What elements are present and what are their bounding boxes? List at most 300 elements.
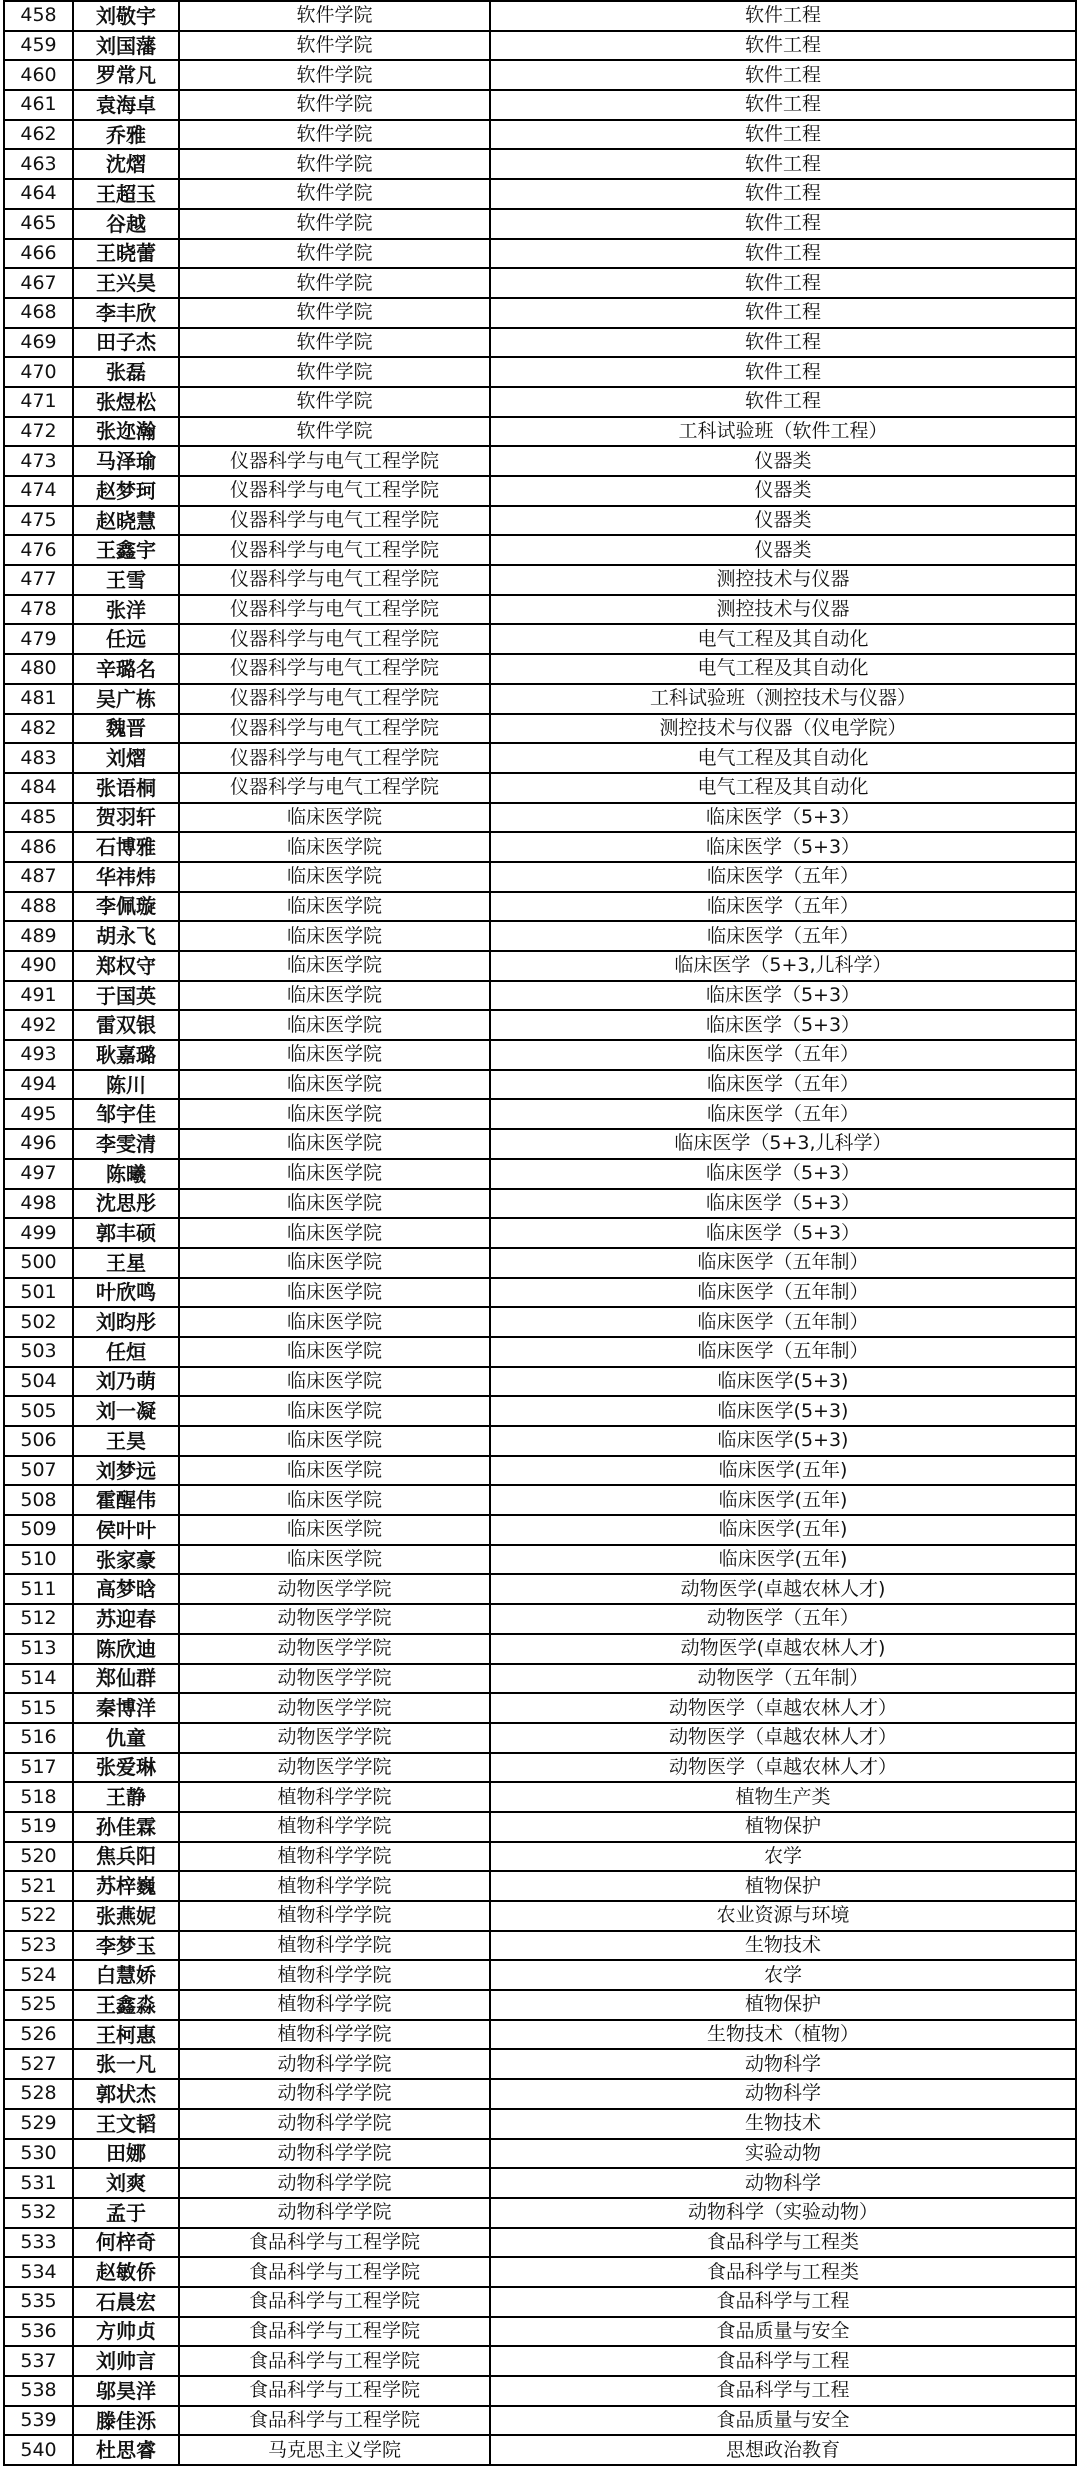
- row-number: 478: [4, 595, 73, 625]
- row-number: 539: [4, 2406, 73, 2436]
- row-number: 468: [4, 298, 73, 328]
- college-name: 软件学院: [179, 328, 490, 358]
- row-number: 503: [4, 1337, 73, 1367]
- major-name: 电气工程及其自动化: [490, 624, 1076, 654]
- table-row: [4, 1574, 1076, 1604]
- table-row: [4, 595, 1076, 625]
- row-number: 466: [4, 239, 73, 269]
- student-name: 叶欣鸣: [73, 1278, 179, 1308]
- table-row: [4, 298, 1076, 328]
- student-name: 王鑫淼: [73, 1990, 179, 2020]
- table-row: [4, 1842, 1076, 1872]
- table-row: [4, 417, 1076, 447]
- college-name: 仪器科学与电气工程学院: [179, 565, 490, 595]
- row-number: 463: [4, 149, 73, 179]
- table-row: [4, 1040, 1076, 1070]
- college-name: 软件学院: [179, 417, 490, 447]
- table-row: [4, 1723, 1076, 1753]
- table-row: [4, 268, 1076, 298]
- major-name: 临床医学（五年制）: [490, 1248, 1076, 1278]
- row-number: 458: [4, 1, 73, 31]
- major-name: 仪器类: [490, 476, 1076, 506]
- major-name: 软件工程: [490, 268, 1076, 298]
- student-name: 王柯惠: [73, 2020, 179, 2050]
- major-name: 生物技术: [490, 2109, 1076, 2139]
- college-name: 临床医学院: [179, 1485, 490, 1515]
- major-name: 食品质量与安全: [490, 2317, 1076, 2347]
- table-row: [4, 1129, 1076, 1159]
- table-row: [4, 2346, 1076, 2376]
- college-name: 临床医学院: [179, 1159, 490, 1189]
- row-number: 497: [4, 1159, 73, 1189]
- college-name: 软件学院: [179, 120, 490, 150]
- row-number: 459: [4, 31, 73, 61]
- table-row: [4, 328, 1076, 358]
- major-name: 临床医学(五年): [490, 1515, 1076, 1545]
- table-row: [4, 535, 1076, 565]
- major-name: 动物医学(卓越农林人才): [490, 1634, 1076, 1664]
- major-name: 测控技术与仪器（仪电学院）: [490, 714, 1076, 744]
- college-name: 动物医学学院: [179, 1634, 490, 1664]
- row-number: 493: [4, 1040, 73, 1070]
- major-name: 动物医学（卓越农林人才）: [490, 1753, 1076, 1783]
- college-name: 马克思主义学院: [179, 2435, 490, 2465]
- table-row: [4, 1248, 1076, 1278]
- table-row: [4, 2020, 1076, 2050]
- college-name: 软件学院: [179, 90, 490, 120]
- student-name: 郑仙群: [73, 1664, 179, 1694]
- table-row: [4, 624, 1076, 654]
- table-row: [4, 2257, 1076, 2287]
- row-number: 495: [4, 1099, 73, 1129]
- major-name: 生物技术: [490, 1931, 1076, 1961]
- college-name: 临床医学院: [179, 1040, 490, 1070]
- college-name: 临床医学院: [179, 1515, 490, 1545]
- student-name: 杜思睿: [73, 2435, 179, 2465]
- student-name: 张迩瀚: [73, 417, 179, 447]
- table-row: [4, 832, 1076, 862]
- row-number: 464: [4, 179, 73, 209]
- major-name: 临床医学（5+3）: [490, 1010, 1076, 1040]
- major-name: 临床医学（5+3）: [490, 1159, 1076, 1189]
- student-name: 郭丰硕: [73, 1218, 179, 1248]
- major-name: 测控技术与仪器: [490, 565, 1076, 595]
- table-row: [4, 1218, 1076, 1248]
- student-name: 沈思彤: [73, 1189, 179, 1219]
- student-name: 刘乃萌: [73, 1367, 179, 1397]
- college-name: 软件学院: [179, 31, 490, 61]
- college-name: 临床医学院: [179, 1426, 490, 1456]
- table-row: [4, 179, 1076, 209]
- student-name: 陈川: [73, 1070, 179, 1100]
- row-number: 480: [4, 654, 73, 684]
- row-number: 484: [4, 773, 73, 803]
- row-number: 522: [4, 1901, 73, 1931]
- student-name: 陈曦: [73, 1159, 179, 1189]
- student-name: 沈熠: [73, 149, 179, 179]
- major-name: 临床医学（5+3）: [490, 803, 1076, 833]
- table-row: [4, 1634, 1076, 1664]
- student-name: 王星: [73, 1248, 179, 1278]
- major-name: 农学: [490, 1960, 1076, 1990]
- major-name: 动物科学（实验动物）: [490, 2198, 1076, 2228]
- row-number: 501: [4, 1278, 73, 1308]
- student-name: 霍醒伟: [73, 1485, 179, 1515]
- student-name: 雷双银: [73, 1010, 179, 1040]
- major-name: 植物保护: [490, 1812, 1076, 1842]
- major-name: 临床医学（5+3,儿科学）: [490, 1129, 1076, 1159]
- college-name: 仪器科学与电气工程学院: [179, 714, 490, 744]
- student-name: 邹宇佳: [73, 1099, 179, 1129]
- row-number: 536: [4, 2317, 73, 2347]
- student-name: 秦博洋: [73, 1693, 179, 1723]
- college-name: 软件学院: [179, 239, 490, 269]
- student-name: 张洋: [73, 595, 179, 625]
- row-number: 514: [4, 1664, 73, 1694]
- student-name: 张语桐: [73, 773, 179, 803]
- college-name: 仪器科学与电气工程学院: [179, 654, 490, 684]
- student-name: 贺羽轩: [73, 803, 179, 833]
- row-number: 474: [4, 476, 73, 506]
- college-name: 软件学院: [179, 179, 490, 209]
- college-name: 软件学院: [179, 60, 490, 90]
- student-name: 魏晋: [73, 714, 179, 744]
- student-name: 华祎炜: [73, 862, 179, 892]
- table-row: [4, 862, 1076, 892]
- college-name: 临床医学院: [179, 1367, 490, 1397]
- major-name: 临床医学（5+3）: [490, 1189, 1076, 1219]
- student-name: 赵梦珂: [73, 476, 179, 506]
- student-name: 刘帅言: [73, 2346, 179, 2376]
- major-name: 临床医学（5+3）: [490, 1218, 1076, 1248]
- table-row: [4, 1278, 1076, 1308]
- student-name: 王超玉: [73, 179, 179, 209]
- major-name: 工科试验班（测控技术与仪器）: [490, 684, 1076, 714]
- student-name: 石晨宏: [73, 2287, 179, 2317]
- major-name: 软件工程: [490, 120, 1076, 150]
- row-number: 461: [4, 90, 73, 120]
- college-name: 仪器科学与电气工程学院: [179, 595, 490, 625]
- college-name: 动物医学学院: [179, 1574, 490, 1604]
- student-name: 高梦晗: [73, 1574, 179, 1604]
- college-name: 临床医学院: [179, 832, 490, 862]
- major-name: 仪器类: [490, 506, 1076, 536]
- table-row: [4, 1812, 1076, 1842]
- table-row: [4, 981, 1076, 1011]
- row-number: 521: [4, 1871, 73, 1901]
- row-number: 494: [4, 1070, 73, 1100]
- student-name: 刘敬宇: [73, 1, 179, 31]
- table-row: [4, 1693, 1076, 1723]
- major-name: 动物医学（卓越农林人才）: [490, 1723, 1076, 1753]
- row-number: 476: [4, 535, 73, 565]
- college-name: 食品科学与工程学院: [179, 2257, 490, 2287]
- student-name: 田子杰: [73, 328, 179, 358]
- student-name: 李梦玉: [73, 1931, 179, 1961]
- student-name: 张煜松: [73, 387, 179, 417]
- table-row: [4, 2287, 1076, 2317]
- student-name: 任远: [73, 624, 179, 654]
- table-row: [4, 476, 1076, 506]
- row-number: 526: [4, 2020, 73, 2050]
- row-number: 482: [4, 714, 73, 744]
- student-name: 任烜: [73, 1337, 179, 1367]
- college-name: 植物科学学院: [179, 1960, 490, 1990]
- college-name: 植物科学学院: [179, 1871, 490, 1901]
- student-name: 滕佳泺: [73, 2406, 179, 2436]
- table-row: [4, 149, 1076, 179]
- row-number: 488: [4, 892, 73, 922]
- major-name: 农业资源与环境: [490, 1901, 1076, 1931]
- student-name: 张磊: [73, 357, 179, 387]
- college-name: 动物医学学院: [179, 1753, 490, 1783]
- major-name: 临床医学（五年）: [490, 862, 1076, 892]
- student-name: 张一凡: [73, 2049, 179, 2079]
- table-row: [4, 60, 1076, 90]
- row-number: 520: [4, 1842, 73, 1872]
- table-row: [4, 506, 1076, 536]
- major-name: 仪器类: [490, 535, 1076, 565]
- student-name: 田娜: [73, 2139, 179, 2169]
- major-name: 动物医学（五年制）: [490, 1664, 1076, 1694]
- college-name: 仪器科学与电气工程学院: [179, 476, 490, 506]
- student-name: 王鑫宇: [73, 535, 179, 565]
- row-number: 511: [4, 1574, 73, 1604]
- college-name: 临床医学院: [179, 1218, 490, 1248]
- college-name: 食品科学与工程学院: [179, 2346, 490, 2376]
- row-number: 473: [4, 446, 73, 476]
- row-number: 504: [4, 1367, 73, 1397]
- row-number: 496: [4, 1129, 73, 1159]
- student-name: 焦兵阳: [73, 1842, 179, 1872]
- student-name: 郭状杰: [73, 2079, 179, 2109]
- student-name: 刘国藩: [73, 31, 179, 61]
- table-row: [4, 1990, 1076, 2020]
- row-number: 524: [4, 1960, 73, 1990]
- major-name: 食品科学与工程类: [490, 2257, 1076, 2287]
- major-name: 临床医学（五年制）: [490, 1307, 1076, 1337]
- student-name: 乔雅: [73, 120, 179, 150]
- college-name: 临床医学院: [179, 1337, 490, 1367]
- college-name: 软件学院: [179, 268, 490, 298]
- row-number: 512: [4, 1604, 73, 1634]
- table-row: [4, 2168, 1076, 2198]
- table-row: [4, 2317, 1076, 2347]
- college-name: 软件学院: [179, 357, 490, 387]
- college-name: 临床医学院: [179, 1070, 490, 1100]
- student-name: 邬昊洋: [73, 2376, 179, 2406]
- major-name: 临床医学（五年）: [490, 892, 1076, 922]
- student-name: 王兴昊: [73, 268, 179, 298]
- row-number: 531: [4, 2168, 73, 2198]
- college-name: 软件学院: [179, 1, 490, 31]
- major-name: 食品科学与工程: [490, 2346, 1076, 2376]
- row-number: 491: [4, 981, 73, 1011]
- table-row: [4, 90, 1076, 120]
- major-name: 植物保护: [490, 1990, 1076, 2020]
- row-number: 529: [4, 2109, 73, 2139]
- college-name: 仪器科学与电气工程学院: [179, 743, 490, 773]
- major-name: 植物生产类: [490, 1782, 1076, 1812]
- row-number: 538: [4, 2376, 73, 2406]
- row-number: 540: [4, 2435, 73, 2465]
- row-number: 509: [4, 1515, 73, 1545]
- major-name: 动物科学: [490, 2049, 1076, 2079]
- major-name: 临床医学（5+3）: [490, 832, 1076, 862]
- table-row: [4, 239, 1076, 269]
- row-number: 462: [4, 120, 73, 150]
- college-name: 动物科学学院: [179, 2198, 490, 2228]
- student-name: 张家豪: [73, 1545, 179, 1575]
- row-number: 523: [4, 1931, 73, 1961]
- table-row: [4, 2376, 1076, 2406]
- table-row: [4, 1664, 1076, 1694]
- table-row: [4, 120, 1076, 150]
- college-name: 临床医学院: [179, 1248, 490, 1278]
- major-name: 动物医学（卓越农林人才）: [490, 1693, 1076, 1723]
- student-name: 胡永飞: [73, 921, 179, 951]
- row-number: 525: [4, 1990, 73, 2020]
- table-row: [4, 2406, 1076, 2436]
- major-name: 软件工程: [490, 149, 1076, 179]
- student-name: 赵晓慧: [73, 506, 179, 536]
- major-name: 实验动物: [490, 2139, 1076, 2169]
- major-name: 食品科学与工程类: [490, 2228, 1076, 2258]
- table-row: [4, 1070, 1076, 1100]
- major-name: 临床医学（5+3,儿科学）: [490, 951, 1076, 981]
- table-row: [4, 565, 1076, 595]
- table-row: [4, 803, 1076, 833]
- table-row: [4, 2198, 1076, 2228]
- row-number: 516: [4, 1723, 73, 1753]
- major-name: 软件工程: [490, 179, 1076, 209]
- college-name: 仪器科学与电气工程学院: [179, 684, 490, 714]
- row-number: 481: [4, 684, 73, 714]
- major-name: 电气工程及其自动化: [490, 654, 1076, 684]
- college-name: 食品科学与工程学院: [179, 2228, 490, 2258]
- student-name: 孟于: [73, 2198, 179, 2228]
- college-name: 动物科学学院: [179, 2109, 490, 2139]
- college-name: 仪器科学与电气工程学院: [179, 506, 490, 536]
- major-name: 测控技术与仪器: [490, 595, 1076, 625]
- college-name: 临床医学院: [179, 803, 490, 833]
- student-name: 赵敏侨: [73, 2257, 179, 2287]
- student-name: 刘梦远: [73, 1456, 179, 1486]
- table-row: [4, 1456, 1076, 1486]
- row-number: 534: [4, 2257, 73, 2287]
- college-name: 食品科学与工程学院: [179, 2406, 490, 2436]
- major-name: 软件工程: [490, 357, 1076, 387]
- major-name: 临床医学(五年): [490, 1485, 1076, 1515]
- student-name: 王文韬: [73, 2109, 179, 2139]
- college-name: 植物科学学院: [179, 1782, 490, 1812]
- row-number: 499: [4, 1218, 73, 1248]
- major-name: 仪器类: [490, 446, 1076, 476]
- major-name: 临床医学（五年制）: [490, 1278, 1076, 1308]
- table-row: [4, 921, 1076, 951]
- college-name: 植物科学学院: [179, 1842, 490, 1872]
- table-row: [4, 31, 1076, 61]
- student-name: 陈欣迪: [73, 1634, 179, 1664]
- major-name: 生物技术（植物）: [490, 2020, 1076, 2050]
- college-name: 动物医学学院: [179, 1664, 490, 1694]
- row-number: 530: [4, 2139, 73, 2169]
- student-name: 孙佳霖: [73, 1812, 179, 1842]
- row-number: 513: [4, 1634, 73, 1664]
- table-row: [4, 1901, 1076, 1931]
- college-name: 食品科学与工程学院: [179, 2317, 490, 2347]
- college-name: 软件学院: [179, 387, 490, 417]
- student-name: 侯叶叶: [73, 1515, 179, 1545]
- table-row: [4, 2049, 1076, 2079]
- row-number: 502: [4, 1307, 73, 1337]
- row-number: 479: [4, 624, 73, 654]
- row-number: 500: [4, 1248, 73, 1278]
- college-name: 临床医学院: [179, 1099, 490, 1129]
- row-number: 506: [4, 1426, 73, 1456]
- college-name: 植物科学学院: [179, 1990, 490, 2020]
- student-name: 辛璐名: [73, 654, 179, 684]
- college-name: 动物科学学院: [179, 2079, 490, 2109]
- student-name: 李丰欣: [73, 298, 179, 328]
- student-name: 石博雅: [73, 832, 179, 862]
- row-number: 528: [4, 2079, 73, 2109]
- major-name: 软件工程: [490, 31, 1076, 61]
- row-number: 507: [4, 1456, 73, 1486]
- row-number: 485: [4, 803, 73, 833]
- table-row: [4, 2079, 1076, 2109]
- college-name: 食品科学与工程学院: [179, 2287, 490, 2317]
- major-name: 软件工程: [490, 387, 1076, 417]
- row-number: 467: [4, 268, 73, 298]
- table-row: [4, 209, 1076, 239]
- major-name: 软件工程: [490, 90, 1076, 120]
- table-row: [4, 1753, 1076, 1783]
- table-row: [4, 357, 1076, 387]
- table-row: [4, 743, 1076, 773]
- student-name: 王昊: [73, 1426, 179, 1456]
- student-name: 苏梓巍: [73, 1871, 179, 1901]
- table-row: [4, 2435, 1076, 2465]
- major-name: 食品科学与工程: [490, 2287, 1076, 2317]
- student-name: 仇童: [73, 1723, 179, 1753]
- student-name: 郑权守: [73, 951, 179, 981]
- major-name: 农学: [490, 1842, 1076, 1872]
- student-name: 谷越: [73, 209, 179, 239]
- student-name: 王雪: [73, 565, 179, 595]
- college-name: 动物科学学院: [179, 2168, 490, 2198]
- table-row: [4, 1545, 1076, 1575]
- major-name: 动物医学(卓越农林人才): [490, 1574, 1076, 1604]
- college-name: 临床医学院: [179, 921, 490, 951]
- major-name: 临床医学（五年）: [490, 1070, 1076, 1100]
- student-name: 袁海卓: [73, 90, 179, 120]
- student-name: 李雯清: [73, 1129, 179, 1159]
- row-number: 486: [4, 832, 73, 862]
- row-number: 518: [4, 1782, 73, 1812]
- major-name: 植物保护: [490, 1871, 1076, 1901]
- student-name: 刘爽: [73, 2168, 179, 2198]
- major-name: 软件工程: [490, 328, 1076, 358]
- table-row: [4, 684, 1076, 714]
- college-name: 软件学院: [179, 298, 490, 328]
- row-number: 532: [4, 2198, 73, 2228]
- student-name: 苏迎春: [73, 1604, 179, 1634]
- major-name: 临床医学（5+3）: [490, 981, 1076, 1011]
- major-name: 电气工程及其自动化: [490, 743, 1076, 773]
- college-name: 临床医学院: [179, 1396, 490, 1426]
- college-name: 临床医学院: [179, 1278, 490, 1308]
